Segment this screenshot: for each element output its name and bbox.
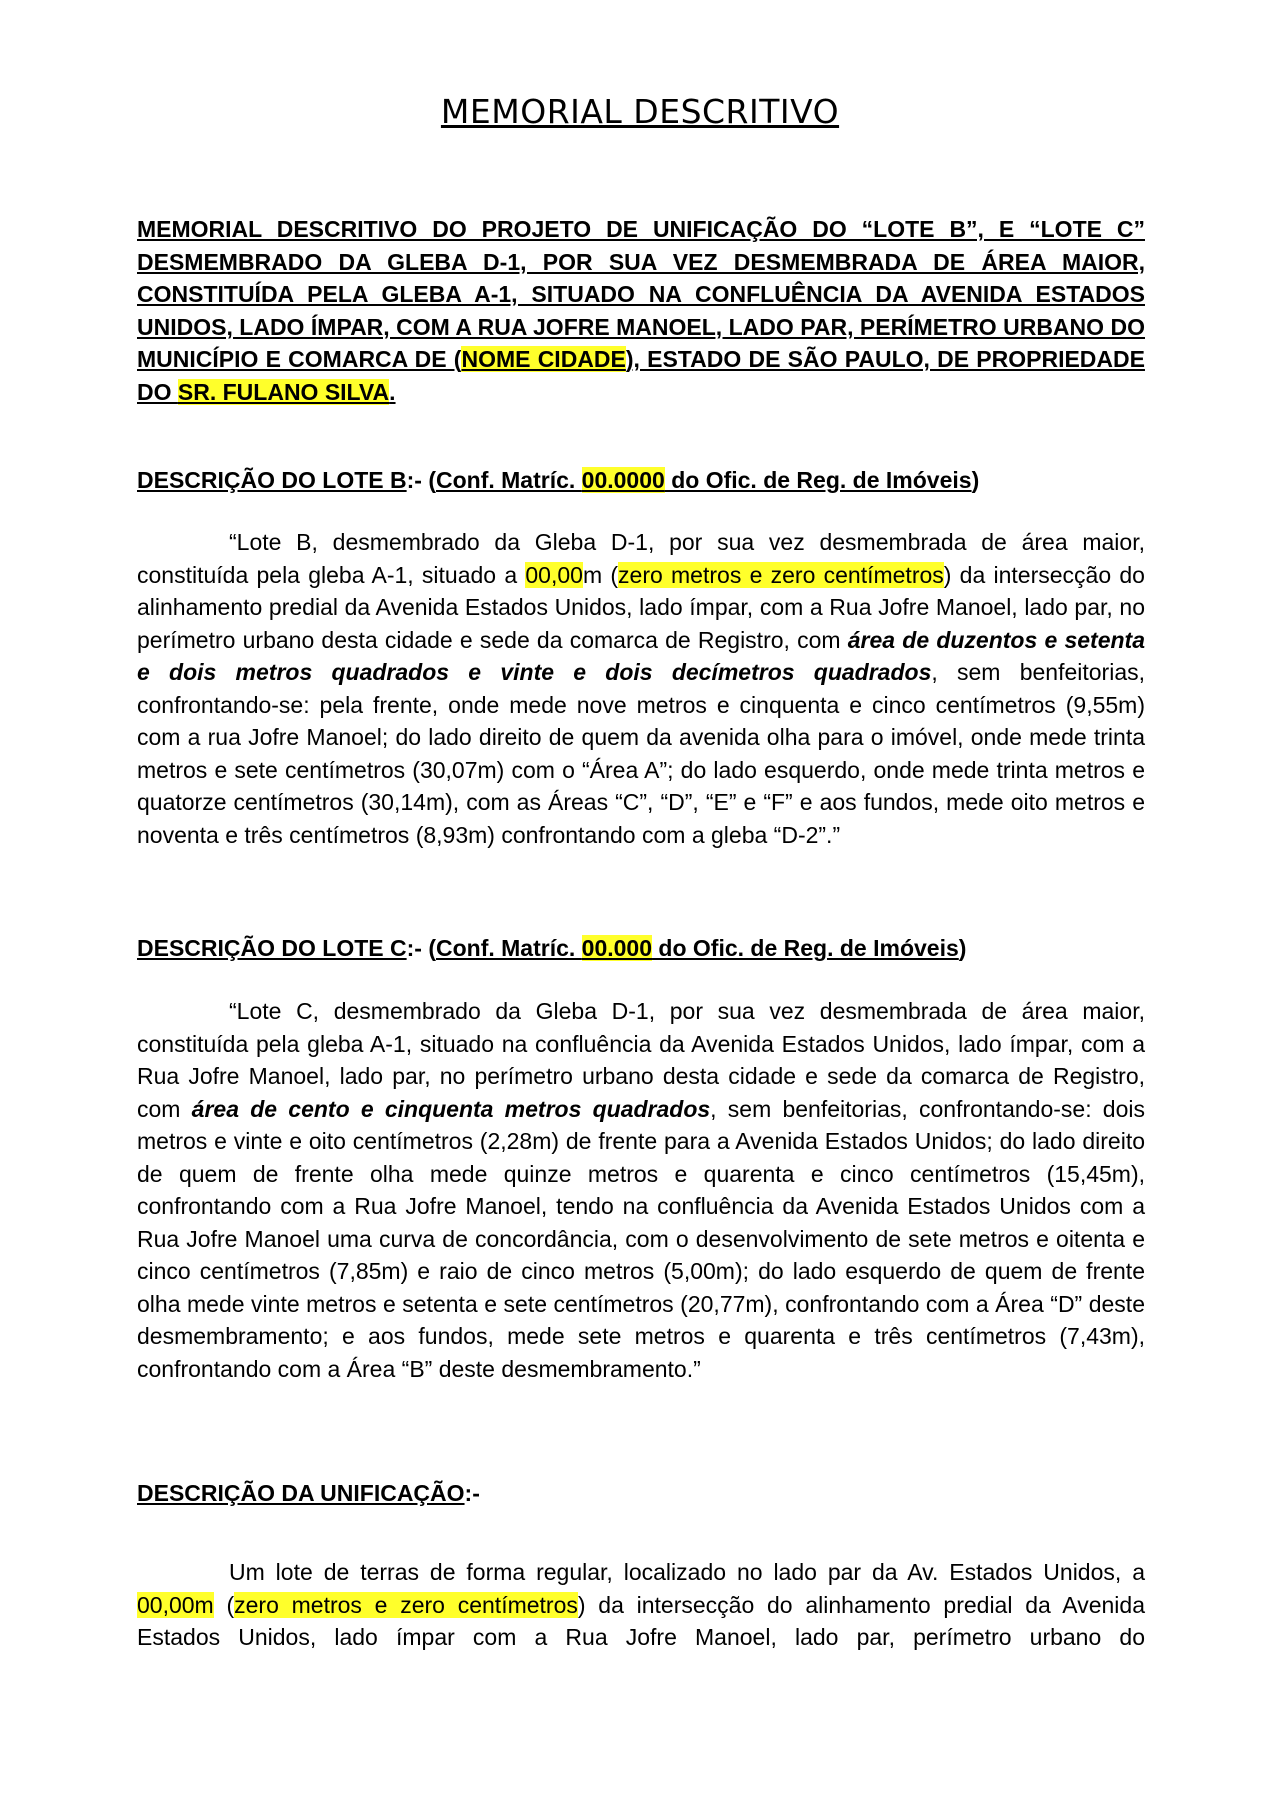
lote-c-heading-title: DESCRIÇÃO DO LOTE C	[137, 935, 407, 961]
lote-b-heading	[137, 464, 1145, 497]
lote-b-matricula: 00.0000	[581, 467, 665, 493]
lote-b-text-1: “Lote B, desmembrado da Gleba D-1, por sua vez desmembrada de área maior, constituída pela gleba A-1, situado a	[137, 529, 1145, 588]
intro-text-3: .	[389, 378, 396, 405]
unificacao-heading-title: DESCRIÇÃO DA UNIFICAÇÃO	[137, 1480, 465, 1506]
lote-b-text-4: , sem benfeitorias, confrontando-se: pela frente, onde mede nove metros e cinquenta e cinco centímetros (9,55m) com a rua Jofre Manoel; do lado direito de quem da avenida olha para o imóvel, onde mede trinta metros e sete centímetros (30,07m) com o “Área A”; do lado esquerdo, onde mede trinta metros e quatorze centímetros (30,14m), com as Áreas “C”, “D”, “E” e “F” e aos fundos, mede oito metros e noventa e três centímetros (8,93m) confrontando com a gleba “D-2”.”	[137, 659, 1146, 848]
lote-b-heading-conf: Conf. Matríc.	[436, 467, 582, 493]
lote-b-heading-sep: :- (	[406, 467, 436, 493]
intro-text-1: MEMORIAL DESCRITIVO DO PROJETO DE UNIFICAÇÃO DO “LOTE B”, E “LOTE C” DESMEMBRADO DA GLEBA D-1, POR SUA VEZ DESMEMBRADA DE ÁREA MAIOR, CONSTITUÍDA PELA GLEBA A-1, SITUADO NA CONFLUÊNCIA DA AVENIDA ESTADOS UNIDOS, LADO ÍMPAR, COM A RUA JOFRE MANOEL, LADO PAR, PERÍMETRO URBANO DO MUNICÍPIO E COMARCA DE (	[137, 216, 1145, 372]
lote-c-heading-sep: :- (	[406, 935, 436, 961]
city-placeholder: NOME CIDADE	[461, 346, 626, 372]
lote-b-text-3: ) da intersecção do alinhamento predial da Avenida Estados Unidos, lado ímpar, com a Rua Jofre Manoel, lado par, no perímetro urbano desta cidade e sede da comarca de Registro, com	[137, 561, 1145, 653]
unificacao-distance-words: zero metros e zero centímetros	[234, 1591, 578, 1618]
unificacao-text-2: (	[213, 1591, 235, 1618]
unificacao-text-1: Um lote de terras de forma regular, localizado no lado par da Av. Estados Unidos, a	[229, 1559, 1145, 1585]
lote-b-paragraph	[137, 526, 1145, 851]
lote-c-heading-conf: Conf. Matríc.	[436, 935, 582, 961]
lote-c-heading-rest: do Ofic. de Reg. de Imóveis	[652, 935, 959, 961]
lote-c-matricula: 00.000	[581, 935, 653, 961]
lote-b-distance: 00,00	[525, 561, 583, 588]
lote-c-text-2: , sem benfeitorias, confrontando-se: dois metros e vinte e oito centímetros (2,28m) de frente para a Avenida Estados Unidos; do lado direito de quem de frente olha mede quinze metros e quarenta e cinco centímetros (15,45m), confrontando com a Rua Jofre Manoel, tendo na confluência da Avenida Estados Unidos com a Rua Jofre Manoel uma curva de concordância, com o desenvolvimento de sete metros e oitenta e cinco centímetros (7,85m) e raio de cinco metros (5,00m); do lado esquerdo de quem de frente olha mede vinte metros e setenta e sete centímetros (20,77m), confrontando com a Área “D” deste desmembramento; e aos fundos, mede sete metros e quarenta e três centímetros (7,43m), confrontando com a Área “B” deste desmembramento.”	[137, 1095, 1145, 1382]
lote-b-heading-close: )	[971, 467, 980, 493]
document-title: MEMORIAL DESCRITIVO	[440, 92, 840, 131]
lote-b-heading-title: DESCRIÇÃO DO LOTE B	[137, 467, 407, 493]
unificacao-text-3: ) da intersecção do alinhamento predial da Avenida Estados Unidos, lado ímpar com a Rua Jofre Manoel, lado par, perímetro urbano do	[137, 1591, 1145, 1650]
lote-b-heading-rest: do Ofic. de Reg. de Imóveis	[664, 467, 972, 493]
lote-c-area: área de cento e cinquenta metros quadrados	[191, 1095, 711, 1122]
lote-c-heading-close: )	[958, 935, 967, 961]
lote-b-text-2: m (	[582, 561, 619, 588]
owner-name: SR. FULANO SILVA	[177, 378, 390, 405]
lote-b-distance-words: zero metros e zero centímetros	[618, 561, 944, 588]
lote-b-area: área de duzentos e setenta e dois metros quadrados e vinte e dois decímetros quadrados	[137, 626, 1145, 685]
lote-c-paragraph	[137, 995, 1145, 1385]
unificacao-distance: 00,00m	[137, 1591, 214, 1618]
unificacao-paragraph	[137, 1556, 1145, 1654]
unificacao-heading-sep: :-	[464, 1480, 480, 1506]
intro-heading	[137, 213, 1145, 408]
intro-text-2: ), ESTADO DE SÃO PAULO, DE PROPRIEDADE DO	[137, 346, 1145, 405]
lote-c-text-1: “Lote C, desmembrado da Gleba D-1, por sua vez desmembrada de área maior, constituída pela gleba A-1, situado na confluência da Avenida Estados Unidos, lado ímpar, com a Rua Jofre Manoel, lado par, no perímetro urbano desta cidade e sede da comarca de Registro, com	[137, 998, 1145, 1122]
unificacao-heading	[137, 1477, 1145, 1510]
lote-c-heading	[137, 932, 1145, 965]
